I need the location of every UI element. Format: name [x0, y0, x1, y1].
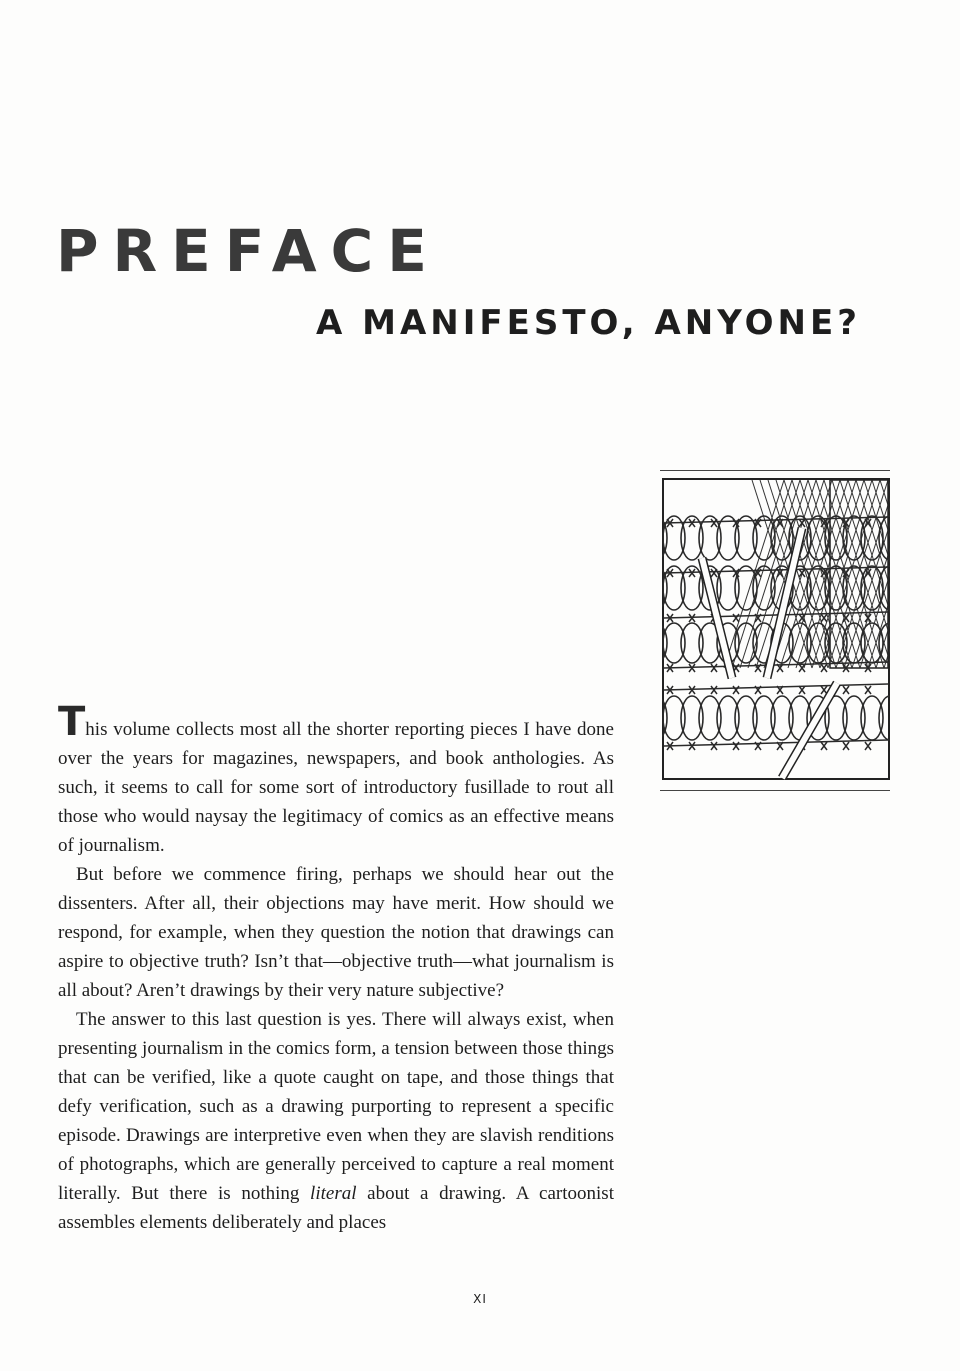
- page-subtitle: A MANIFESTO, ANYONE?: [316, 303, 861, 343]
- page-title: PREFACE: [56, 217, 441, 285]
- barbed-wire-illustration: [660, 470, 890, 792]
- paragraph-3: [58, 1005, 614, 1237]
- drop-cap: T: [58, 699, 86, 745]
- figure-bottom-rule: [660, 790, 890, 791]
- paragraph-3-emphasis: literal: [310, 1183, 357, 1204]
- barbed-wire-fence-icon: [662, 478, 890, 780]
- body-text: [58, 699, 614, 1237]
- paragraph-1: [58, 699, 614, 860]
- page-number: XI: [473, 1292, 487, 1306]
- figure-top-rule: [660, 470, 890, 471]
- paragraph-1-text: his volume collects most all the shorter reporting pieces I have done over the years for magazines, newspapers, and book anthologies. As such, it seems to call for some sort of introductory fusillade to rout all those who would naysay the legitimacy of comics as an effective means of journalism.: [58, 719, 614, 856]
- paragraph-3-text-a: The answer to this last question is yes. There will always exist, when presenting journalism in the comics form, a tension between those things that can be verified, like a quote caught on tape, and those things that defy verification, such as a drawing purporting to represent a specific episode. Drawings are interpretive even when they are slavish renditions of photographs, which are generally perceived to capture a real moment literally. But there is nothing: [58, 1009, 614, 1204]
- paragraph-2: But before we commence firing, perhaps we should hear out the dissenters. After all, their objections may have merit. How should we respond, for example, when they question the notion that drawings can aspire to objective truth? Isn’t that—objective truth—what journalism is all about? Aren’t drawings by their very nature subjective?: [58, 864, 614, 1001]
- paragraph-3-text-b: about a drawing. A cartoonist assembles elements deliberately and places: [58, 1183, 614, 1233]
